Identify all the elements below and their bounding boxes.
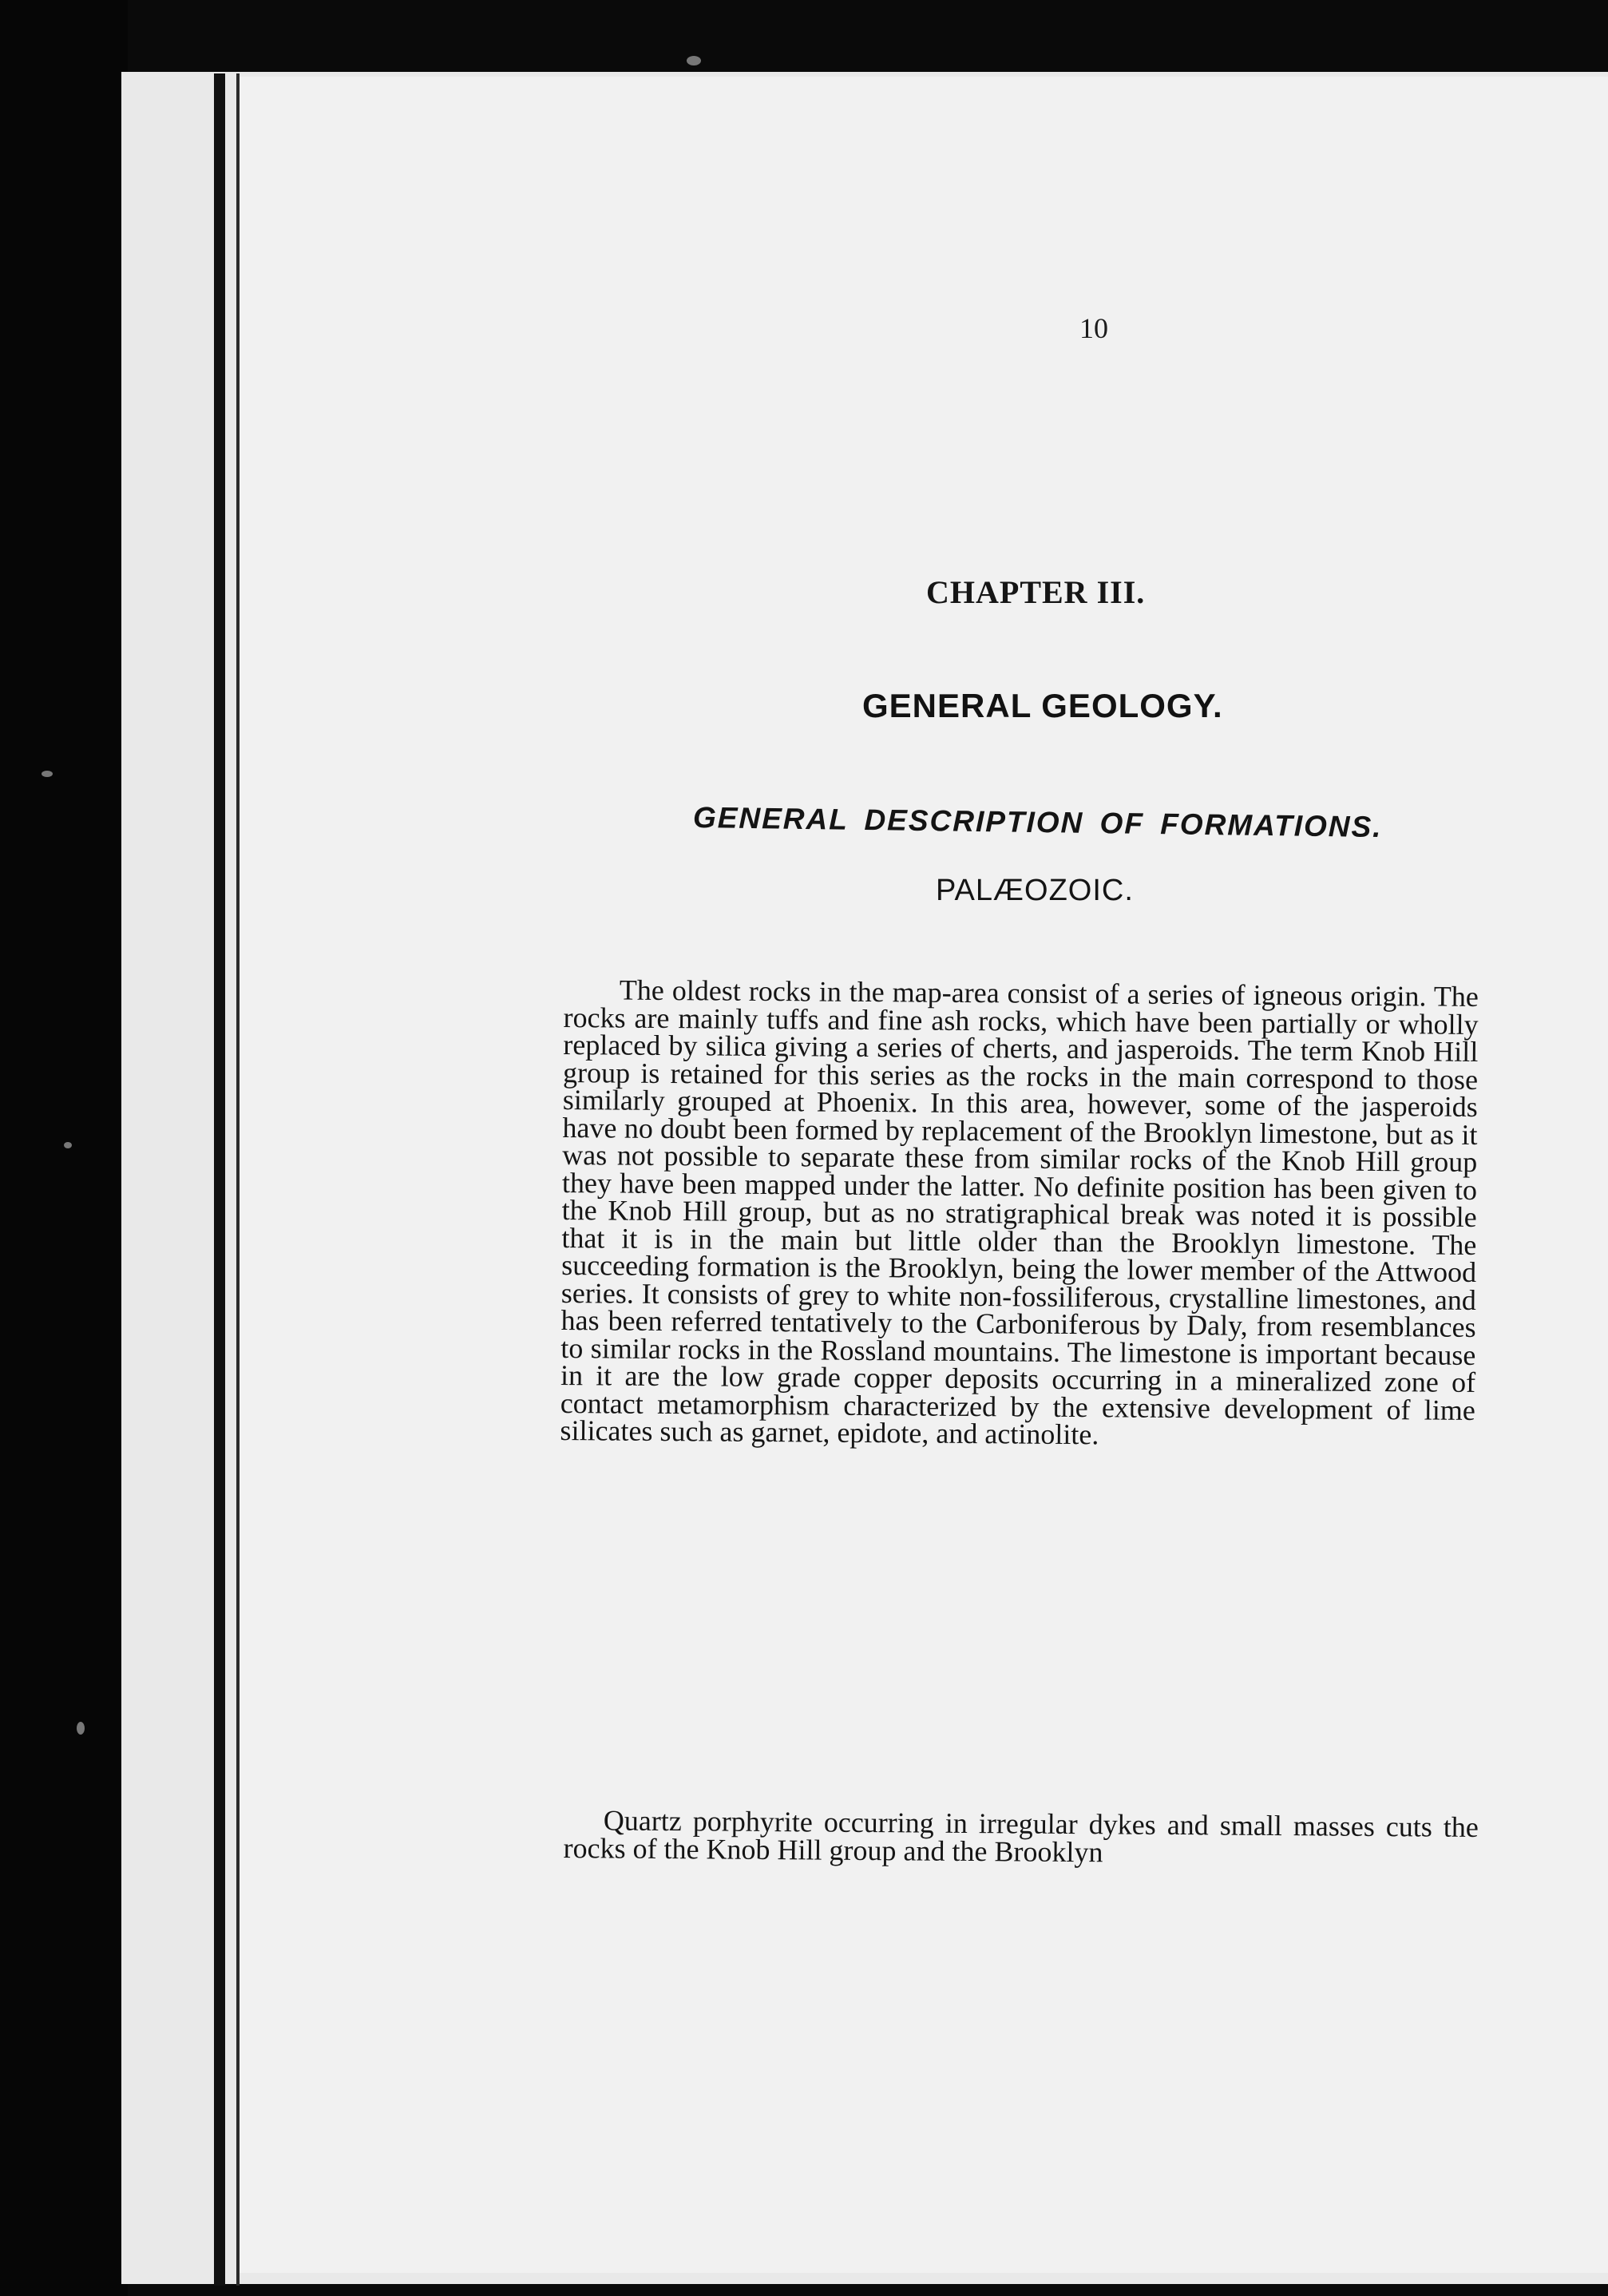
- page-number: 10: [1079, 312, 1108, 344]
- scan-speck: [77, 1722, 85, 1735]
- scan-speck: [42, 771, 53, 777]
- scan-dark-border: [0, 0, 128, 2296]
- era-heading: PALÆOZOIC.: [936, 874, 1134, 907]
- scan-speck: [687, 56, 701, 65]
- binding-rule: [214, 73, 225, 2286]
- subsection-title: GENERAL DESCRIPTION OF FORMATIONS.: [692, 801, 1383, 844]
- scan-speck: [64, 1142, 72, 1148]
- chapter-title: CHAPTER III.: [926, 574, 1146, 610]
- section-title: GENERAL GEOLOGY.: [862, 687, 1223, 724]
- body-paragraph: The oldest rocks in the map-area consist of a series of igneous origin. The rocks are mainly tuffs and fine ash rocks, which have been partially or wholly replaced by silica giving a series of cherts, and jasperoids. The term Knob Hill group is retained for this series as the rocks in the main correspond to those similarly grouped at Phoenix. In this area, however, some of the jasperoids have no doubt been formed by replacement of the Brooklyn limestone, but as it was not possible to separate these from similar rocks of the Knob Hill group they have been mapped under the latter. No definite position has been given to the Knob Hill group, but as no stratigraphical break was noted it is possible that it is in the main but little older than the Brooklyn limestone. The succeeding formation is the Brooklyn, being the lower member of the Attwood series. It consists of grey to white non-fossiliferous, crystalline limestones, and has been referred tentatively to the Carboniferous by Daly, from resemblances to similar rocks in the Rossland mountains. The limestone is important because in it are the low grade copper deposits occurring in a mineralized zone of contact metamorphism characterized by the extensive development of lime silicates such as garnet, epidote, and actinolite.: [560, 974, 1479, 1451]
- body-paragraph: Quartz porphyrite occurring in irregular dykes and small masses cuts the rocks of the Knob Hill group and the Brooklyn: [563, 1804, 1479, 1868]
